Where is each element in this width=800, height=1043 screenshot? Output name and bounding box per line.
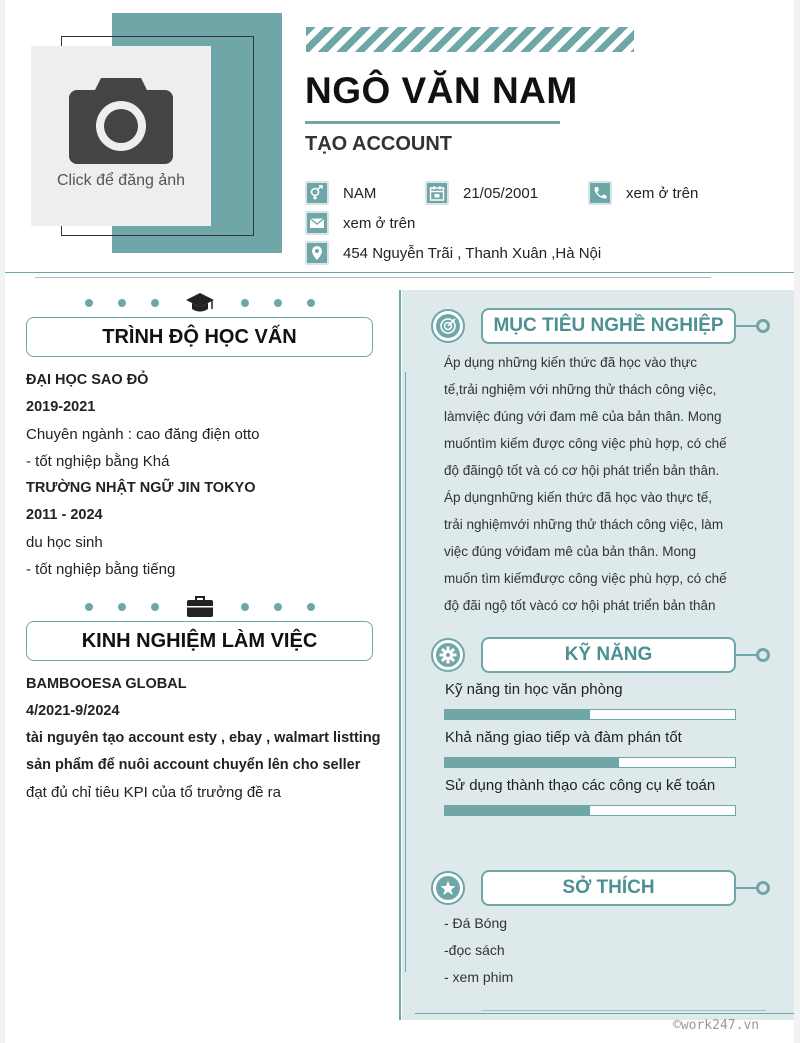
info-birthday[interactable] [425, 181, 538, 205]
location-icon [305, 241, 329, 265]
footer-divider-secondary [481, 1010, 766, 1011]
hobbies-title[interactable]: SỞ THÍCH [481, 870, 736, 906]
calendar-icon [425, 181, 449, 205]
experience-ornament [85, 597, 315, 617]
right-panel-inner-line [405, 372, 406, 972]
objective-connector [736, 325, 758, 327]
objective-line: độ đãi ngộ tốt vàcó cơ hội phát triển bản thân [444, 598, 716, 613]
photo-upload[interactable] [31, 46, 211, 226]
decorative-stripe [306, 27, 634, 52]
experience-line[interactable]: 4/2021-9/2024 [26, 703, 120, 719]
gender-icon [305, 181, 329, 205]
hobby-item[interactable]: - xem phim [444, 969, 514, 985]
info-address[interactable] [305, 241, 601, 265]
experience-line[interactable]: tài nguyên tạo account esty , ebay , walmart listting [26, 730, 381, 746]
objective-line: việc đúng vớiđam mê của bản thân. Mong [444, 544, 696, 559]
hobbies-connector [736, 887, 758, 889]
info-phone[interactable] [588, 181, 698, 205]
skill-bar-fill [445, 758, 619, 767]
education-line[interactable]: - tốt nghiệp bằng Khá [26, 453, 170, 470]
gear-icon [436, 643, 460, 667]
experience-title[interactable]: KINH NGHIỆM LÀM VIỆC [26, 621, 373, 661]
phone-icon [588, 181, 612, 205]
target-icon [436, 314, 460, 338]
objective-line: Áp dụng những kiến thức đã học vào thực [444, 355, 698, 370]
footer-divider [415, 1013, 794, 1014]
objective-line: độ đãingộ tốt và có cơ hội phát triển bản thân. [444, 463, 720, 478]
education-line[interactable]: 2019-2021 [26, 399, 96, 415]
skill-bar [444, 709, 736, 720]
education-line[interactable]: - tốt nghiệp bằng tiếng [26, 561, 176, 578]
skills-connector [736, 654, 758, 656]
objective-line: trải nghiệmvới những thử thách công việc, làm [444, 517, 724, 532]
objective-line: muốn tìm kiếmđược công việc phù hợp, có chế [444, 571, 727, 586]
education-title[interactable]: TRÌNH ĐỘ HỌC VẤN [26, 317, 373, 357]
skill-name[interactable]: Khả năng giao tiếp và đàm phán tốt [445, 729, 682, 746]
objective-line: làmviệc đúng với đam mê của bản thân. Mong [444, 409, 722, 424]
education-ornament [85, 293, 315, 313]
hobby-item[interactable]: - Đá Bóng [444, 915, 508, 931]
email-value: xem ở trên [343, 214, 416, 232]
skill-name[interactable]: Kỹ năng tin học văn phòng [445, 681, 623, 698]
briefcase-icon [184, 596, 216, 618]
skill-name[interactable]: Sử dụng thành thạo các công cụ kế toán [445, 777, 716, 794]
hobbies-badge [431, 871, 465, 905]
education-line[interactable]: 2011 - 2024 [26, 507, 103, 523]
candidate-name[interactable]: NGÔ VĂN NAM [305, 70, 578, 111]
photo-upload-label: Click để đăng ảnh [56, 172, 186, 189]
phone-value: xem ở trên [626, 184, 699, 202]
skill-bar-fill [445, 806, 590, 815]
skills-badge [431, 638, 465, 672]
header-divider [5, 272, 794, 273]
birthday-value: 21/05/2001 [463, 184, 539, 202]
header-divider-secondary [35, 277, 711, 278]
info-email[interactable] [305, 211, 415, 235]
objective-line: muốntìm kiếm được công việc phù hợp, có chế [444, 436, 727, 451]
watermark: ©work247.vn [673, 1018, 760, 1033]
gender-value: NAM [343, 184, 377, 202]
education-line[interactable]: ĐẠI HỌC SAO ĐỎ [26, 372, 149, 388]
skills-title[interactable]: KỸ NĂNG [481, 637, 736, 673]
objective-line: Áp dụngnhững kiến thức đã học vào thực tế, [444, 490, 713, 505]
education-line[interactable]: du học sinh [26, 534, 103, 551]
skills-connector-end [756, 648, 770, 662]
experience-line[interactable]: đạt đủ chỉ tiêu KPI của tổ trưởng đề ra [26, 784, 282, 801]
email-icon [305, 211, 329, 235]
objective-line: tế,trải nghiệm với những thử thách công việc, [444, 382, 717, 397]
experience-line[interactable]: BAMBOOESA GLOBAL [26, 676, 187, 692]
experience-line[interactable]: sản phẩm để nuôi account chuyển lên cho seller [26, 757, 361, 773]
star-icon [436, 876, 460, 900]
camera-icon [67, 72, 175, 164]
objective-title[interactable]: MỤC TIÊU NGHỀ NGHIỆP [481, 308, 736, 344]
skill-bar [444, 805, 736, 816]
address-value: 454 Nguyễn Trãi , Thanh Xuân ,Hà Nội [343, 244, 602, 262]
job-title[interactable]: TẠO ACCOUNT [305, 133, 453, 155]
education-line[interactable]: Chuyên ngành : cao đăng điện otto [26, 426, 260, 443]
education-line[interactable]: TRƯỜNG NHẬT NGỮ JIN TOKYO [26, 480, 256, 496]
hobby-item[interactable]: -đọc sách [444, 942, 505, 958]
cv-page [5, 0, 794, 1043]
objective-badge [431, 309, 465, 343]
objective-text[interactable] [444, 349, 744, 619]
skill-bar [444, 757, 736, 768]
right-panel-border [399, 290, 401, 1020]
hobbies-connector-end [756, 881, 770, 895]
info-gender[interactable] [305, 181, 376, 205]
skill-bar-fill [445, 710, 590, 719]
objective-connector-end [756, 319, 770, 333]
name-underline [305, 121, 560, 124]
graduation-cap-icon [184, 292, 216, 314]
